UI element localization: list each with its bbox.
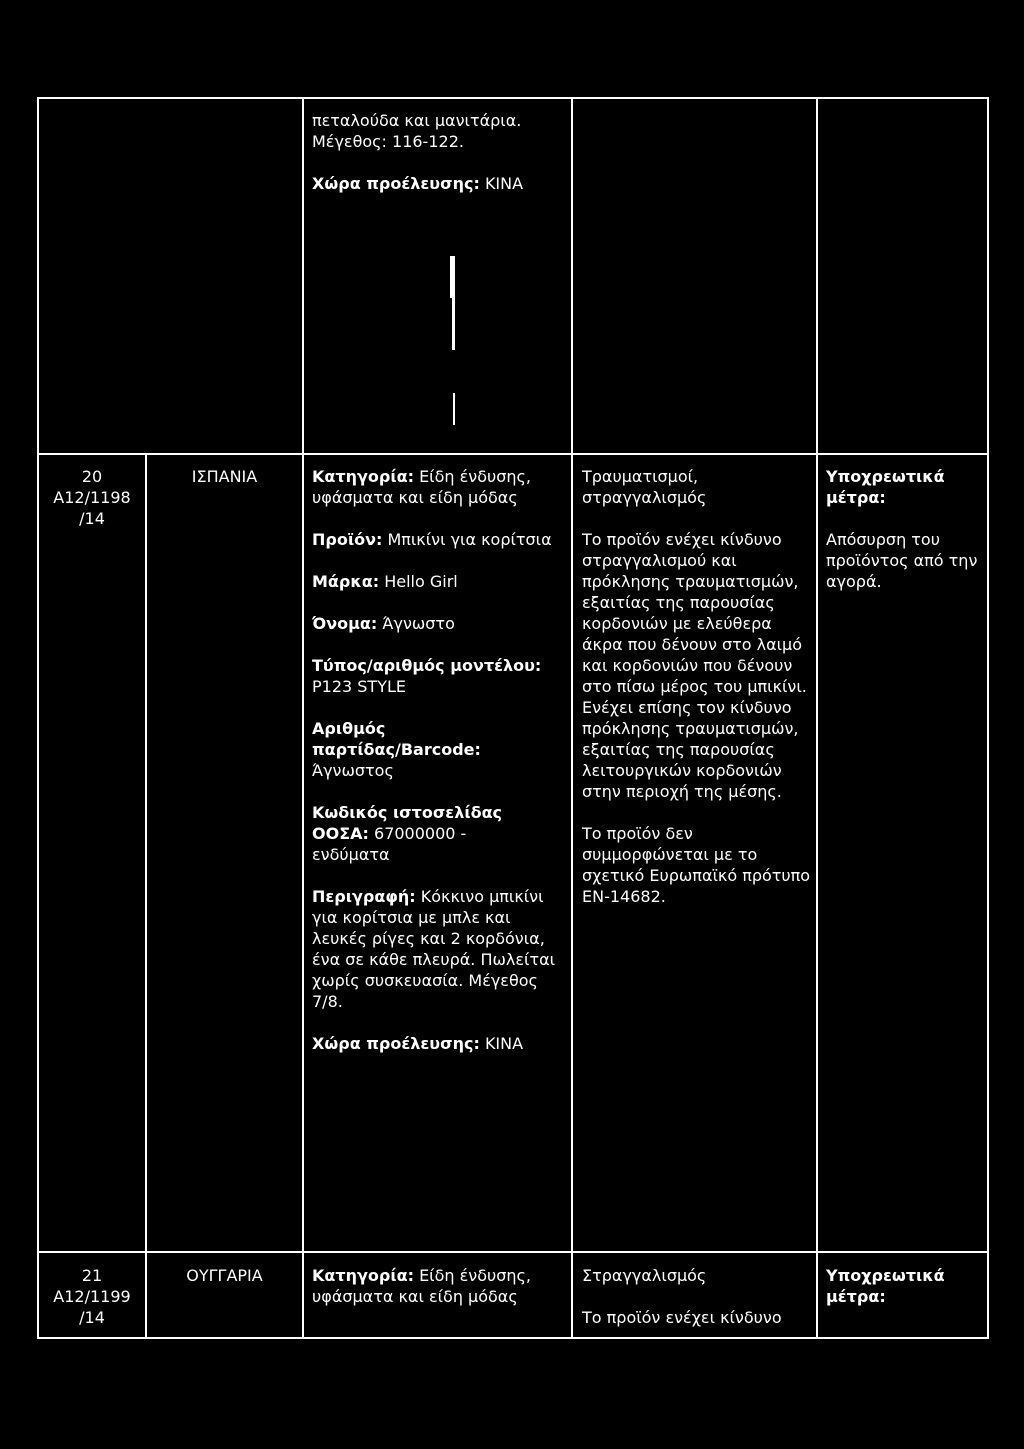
row21-top-border xyxy=(37,1251,989,1253)
description-line: πεταλούδα και μανιτάρια. xyxy=(312,111,522,130)
batch-label: Αριθμός παρτίδας/Barcode: xyxy=(312,719,481,759)
description-value: Κόκκινο μπικίνι για κορίτσια με μπλε και λευκές ρίγες και 2 κορδόνια, ένα σε κάθε πλευρά. Πωλείται χωρίς συσκευασία. Μέγεθος 7/8. xyxy=(312,887,556,1011)
column-border xyxy=(816,97,818,1339)
risk-type: Τραυματισμοί, στραγγαλισμός xyxy=(582,467,707,507)
category-label: Κατηγορία: xyxy=(312,1266,414,1285)
category-label: Κατηγορία: xyxy=(312,467,414,486)
model-label: Τύπος/αριθμός μοντέλου: xyxy=(312,656,542,675)
column-border xyxy=(145,453,147,1339)
category-field xyxy=(312,1265,567,1307)
brand-field xyxy=(312,571,567,592)
photo-remnant xyxy=(452,298,455,350)
row21-number-cell xyxy=(39,1265,145,1328)
row21-country-cell xyxy=(147,1265,302,1286)
photo-remnant xyxy=(453,393,455,425)
measures-label: Υποχρεωτικά μέτρα: xyxy=(826,467,945,507)
row20-measures-cell xyxy=(826,466,984,592)
table-top-border xyxy=(37,97,989,99)
risk-description: Το προϊόν ενέχει κίνδυνο στραγγαλισμού και πρόκλησης τραυματισμών, εξαιτίας της παρουσίας κορδονιών με ελεύθερα άκρα που δένουν στο λαιμό και κορδονιών που δένουν στο πίσω μέρος του μπικίνι. Ενέχει επίσης τον κίνδυνο πρόκλησης τραυματισμών, εξαιτίας της παρουσίας λειτουργικών κορδονιών στην περιοχή της μέσης. xyxy=(582,530,807,801)
table-bottom-border xyxy=(37,1337,989,1339)
column-border xyxy=(571,97,573,1339)
row20-top-border xyxy=(37,453,989,455)
model-field xyxy=(312,655,567,697)
entry-number: 20 xyxy=(81,467,103,486)
product-field xyxy=(312,529,567,550)
previous-entry-continuation xyxy=(312,110,567,194)
batch-value: Άγνωστος xyxy=(312,761,394,780)
entry-reference: A12/1199 xyxy=(53,1287,131,1306)
entry-reference: A12/1198 xyxy=(53,488,131,507)
origin-value: ΚΙΝΑ xyxy=(484,174,524,193)
row21-risk-cell xyxy=(582,1265,812,1328)
category-value: Είδη ένδυσης, υφάσματα και είδη μόδας xyxy=(312,467,531,507)
column-border xyxy=(987,97,989,1339)
photo-remnant xyxy=(450,256,455,298)
row21-measures-cell xyxy=(826,1265,984,1307)
entry-number: 21 xyxy=(81,1266,103,1285)
risk-description: Το προϊόν ενέχει κίνδυνο xyxy=(582,1308,782,1327)
row21-product-cell xyxy=(312,1265,567,1307)
batch-field xyxy=(312,718,537,781)
category-field xyxy=(312,466,567,508)
row20-risk-cell xyxy=(582,466,812,907)
brand-label: Μάρκα: xyxy=(312,572,380,591)
measures-label: Υποχρεωτικά μέτρα: xyxy=(826,1266,945,1306)
name-value: Άγνωστο xyxy=(382,614,455,633)
product-value: Μπικίνι για κορίτσια xyxy=(387,530,552,549)
model-value: P123 STYLE xyxy=(312,677,406,696)
column-border xyxy=(37,97,39,1339)
description-label: Περιγραφή: xyxy=(312,887,416,906)
origin-field xyxy=(312,1033,567,1054)
country: ΟΥΓΓΑΡΙΑ xyxy=(186,1266,263,1285)
measures-value: Απόσυρση του προϊόντος από την αγορά. xyxy=(826,530,978,591)
origin-line xyxy=(312,173,567,194)
product-label: Προϊόν: xyxy=(312,530,383,549)
risk-type: Στραγγαλισμός xyxy=(582,1266,707,1285)
entry-reference-suffix: /14 xyxy=(79,509,105,528)
origin-label: Χώρα προέλευσης: xyxy=(312,1034,480,1053)
oecd-label: Κωδικός ιστοσελίδας ΟΟΣΑ: xyxy=(312,803,503,843)
name-label: Όνομα: xyxy=(312,614,378,633)
row20-number-cell xyxy=(39,466,145,529)
description-field xyxy=(312,886,567,1012)
entry-reference-suffix: /14 xyxy=(79,1308,105,1327)
country: ΙΣΠΑΝΙΑ xyxy=(191,467,258,486)
row20-country-cell xyxy=(147,466,302,487)
description-line: Μέγεθος: 116-122. xyxy=(312,132,464,151)
oecd-value: 67000000 - ενδύματα xyxy=(312,824,467,864)
column-border xyxy=(302,97,304,1339)
row20-product-cell xyxy=(312,466,567,1054)
compliance-note: Το προϊόν δεν συμμορφώνεται με το σχετικό Ευρωπαϊκό πρότυπο EN-14682. xyxy=(582,824,811,906)
origin-value: ΚΙΝΑ xyxy=(484,1034,524,1053)
origin-label: Χώρα προέλευσης: xyxy=(312,174,480,193)
name-field xyxy=(312,613,567,634)
category-value: Είδη ένδυσης, υφάσματα και είδη μόδας xyxy=(312,1266,531,1306)
oecd-field xyxy=(312,802,537,865)
brand-value: Hello Girl xyxy=(384,572,458,591)
